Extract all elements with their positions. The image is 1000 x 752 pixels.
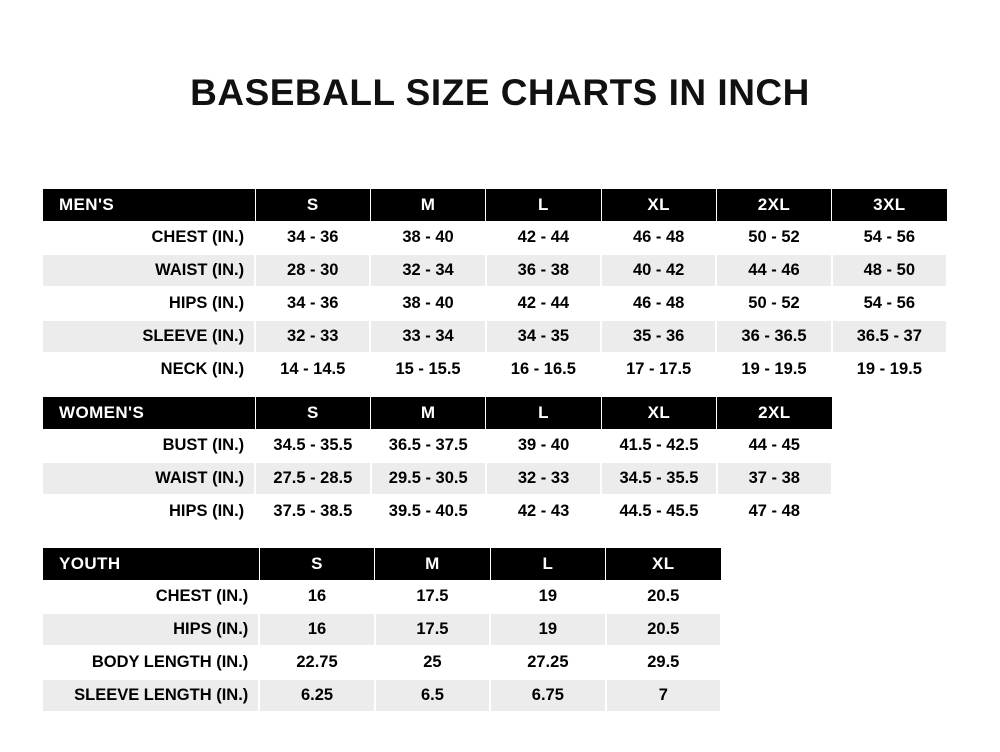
row-label: HIPS (IN.) [43, 287, 256, 320]
table-cell: 42 - 44 [486, 287, 601, 320]
row-label: BUST (IN.) [43, 430, 256, 463]
table-cell: 20.5 [606, 581, 721, 614]
column-header: L [490, 548, 605, 581]
table-cell: 39.5 - 40.5 [371, 495, 486, 528]
table-cell: 34 - 35 [486, 320, 601, 353]
table-cell: 34.5 - 35.5 [601, 462, 716, 495]
table-cell: 6.5 [375, 679, 490, 712]
mens-size-chart [42, 188, 948, 387]
youth-size-chart [42, 547, 722, 713]
page-title: BASEBALL SIZE CHARTS IN INCH [190, 72, 810, 113]
table-cell: 44 - 46 [716, 254, 831, 287]
column-header: S [255, 397, 370, 430]
column-header: 2XL [716, 189, 831, 222]
table-row [43, 222, 948, 255]
table-cell: 6.75 [490, 679, 605, 712]
table-cell: 15 - 15.5 [370, 353, 485, 386]
table-cell: 37 - 38 [717, 462, 832, 495]
table-row [43, 353, 948, 386]
table-cell: 44.5 - 45.5 [601, 495, 716, 528]
column-header: M [370, 189, 485, 222]
table-cell: 27.5 - 28.5 [255, 462, 370, 495]
table-cell: 42 - 44 [486, 222, 601, 255]
table-cell: 32 - 33 [486, 462, 601, 495]
table-cell: 16 - 16.5 [486, 353, 601, 386]
table-cell: 19 - 19.5 [716, 353, 831, 386]
table-cell: 19 [490, 613, 605, 646]
table-cell: 17 - 17.5 [601, 353, 716, 386]
table-row [43, 613, 722, 646]
table-cell: 48 - 50 [832, 254, 947, 287]
table-cell: 16 [259, 613, 374, 646]
table-row [43, 430, 833, 463]
table-cell: 6.25 [259, 679, 374, 712]
table-cell: 19 [490, 581, 605, 614]
column-header: WOMEN'S [43, 397, 256, 430]
table-row [43, 254, 948, 287]
table-cell: 54 - 56 [832, 222, 947, 255]
table-header-row [43, 397, 833, 430]
table-cell: 7 [606, 679, 721, 712]
table-cell: 22.75 [259, 646, 374, 679]
table-cell: 36 - 38 [486, 254, 601, 287]
table-cell: 27.25 [490, 646, 605, 679]
row-label: BODY LENGTH (IN.) [43, 646, 260, 679]
table-cell: 42 - 43 [486, 495, 601, 528]
table-cell: 47 - 48 [717, 495, 832, 528]
table-cell: 36.5 - 37.5 [371, 430, 486, 463]
column-header: XL [601, 189, 716, 222]
row-label: WAIST (IN.) [43, 462, 256, 495]
table-cell: 34.5 - 35.5 [255, 430, 370, 463]
table-cell: 36 - 36.5 [716, 320, 831, 353]
table-row [43, 320, 948, 353]
table-cell: 33 - 34 [370, 320, 485, 353]
row-label: CHEST (IN.) [43, 222, 256, 255]
table-row [43, 679, 722, 712]
table-cell: 41.5 - 42.5 [601, 430, 716, 463]
column-header: 3XL [832, 189, 947, 222]
table-row [43, 287, 948, 320]
row-label: SLEEVE LENGTH (IN.) [43, 679, 260, 712]
table-cell: 29.5 - 30.5 [371, 462, 486, 495]
table-cell: 40 - 42 [601, 254, 716, 287]
table-cell: 14 - 14.5 [255, 353, 370, 386]
column-header: 2XL [717, 397, 832, 430]
row-label: WAIST (IN.) [43, 254, 256, 287]
table-cell: 54 - 56 [832, 287, 947, 320]
table-cell: 50 - 52 [716, 222, 831, 255]
row-label: HIPS (IN.) [43, 495, 256, 528]
row-label: NECK (IN.) [43, 353, 256, 386]
column-header: MEN'S [43, 189, 256, 222]
table-header-row [43, 548, 722, 581]
table-cell: 25 [375, 646, 490, 679]
table-cell: 19 - 19.5 [832, 353, 947, 386]
row-label: HIPS (IN.) [43, 613, 260, 646]
table-cell: 46 - 48 [601, 287, 716, 320]
womens-size-chart [42, 396, 833, 529]
table-cell: 50 - 52 [716, 287, 831, 320]
table-cell: 36.5 - 37 [832, 320, 947, 353]
table-cell: 38 - 40 [370, 287, 485, 320]
table-cell: 20.5 [606, 613, 721, 646]
table-row [43, 462, 833, 495]
table-cell: 29.5 [606, 646, 721, 679]
table-cell: 39 - 40 [486, 430, 601, 463]
column-header: XL [601, 397, 716, 430]
table-cell: 34 - 36 [255, 222, 370, 255]
table-cell: 17.5 [375, 613, 490, 646]
column-header: M [371, 397, 486, 430]
table-cell: 16 [259, 581, 374, 614]
table-row [43, 646, 722, 679]
table-cell: 28 - 30 [255, 254, 370, 287]
table-row [43, 495, 833, 528]
row-label: SLEEVE (IN.) [43, 320, 256, 353]
table-cell: 32 - 34 [370, 254, 485, 287]
table-cell: 46 - 48 [601, 222, 716, 255]
column-header: YOUTH [43, 548, 260, 581]
column-header: XL [606, 548, 721, 581]
table-cell: 37.5 - 38.5 [255, 495, 370, 528]
table-cell: 44 - 45 [717, 430, 832, 463]
table-cell: 38 - 40 [370, 222, 485, 255]
table-header-row [43, 189, 948, 222]
table-cell: 17.5 [375, 581, 490, 614]
column-header: S [259, 548, 374, 581]
table-cell: 32 - 33 [255, 320, 370, 353]
table-cell: 35 - 36 [601, 320, 716, 353]
column-header: L [486, 189, 601, 222]
column-header: S [255, 189, 370, 222]
row-label: CHEST (IN.) [43, 581, 260, 614]
table-row [43, 581, 722, 614]
column-header: M [375, 548, 490, 581]
column-header: L [486, 397, 601, 430]
table-cell: 34 - 36 [255, 287, 370, 320]
